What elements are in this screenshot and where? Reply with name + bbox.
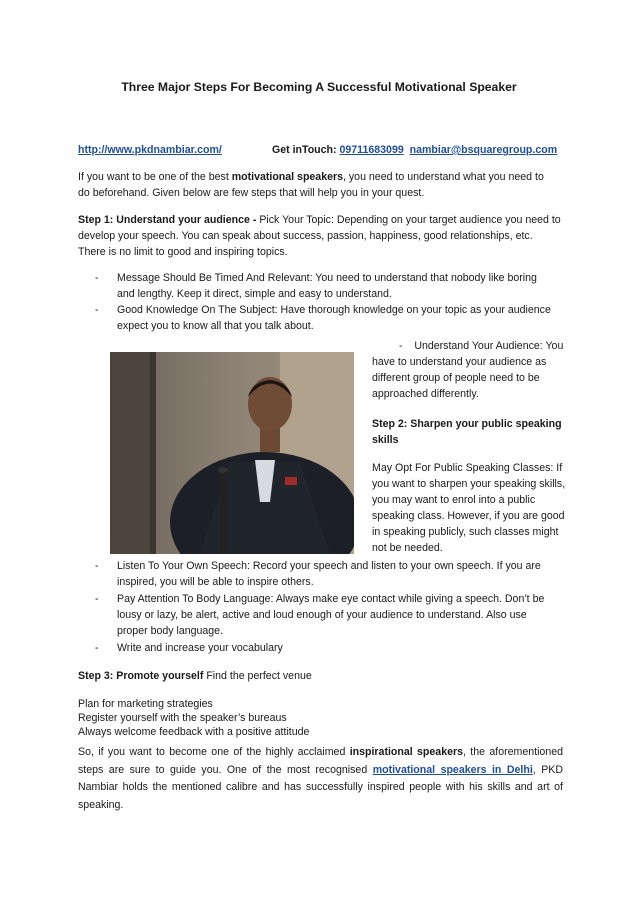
step2-text: not be needed. [372, 542, 443, 554]
closing-paragraph [78, 744, 563, 814]
step1-line-2: develop your speech. You can speak about success, passion, happiness, good relationships, etc. [78, 230, 533, 242]
step2-text: in speaking publicly, such classes might [372, 526, 559, 538]
phone-number[interactable]: 09711683099 [339, 144, 404, 156]
side-bullet-text: have to understand your audience as [372, 356, 547, 368]
step2-text: May Opt For Public Speaking Classes: If [372, 462, 563, 474]
intro-post: , you need to understand what you need to [343, 171, 544, 183]
list-item [95, 302, 567, 334]
page-title: Three Major Steps For Becoming A Successful Motivational Speaker [121, 80, 517, 94]
contact-info [272, 142, 557, 158]
step3-line [78, 668, 578, 684]
step3-heading: Step 3: Promote yourself [78, 670, 204, 682]
intro-bold: motivational speakers [231, 171, 343, 183]
step2-paragraph [372, 460, 597, 556]
bullet-dash: - [95, 304, 99, 316]
plan-line: Plan for marketing strategies [78, 698, 213, 710]
intro-pre: If you want to be one of the best [78, 171, 232, 183]
bullet-dash: - [95, 642, 99, 654]
list-item [95, 591, 567, 639]
step1-line-3: There is no limit to good and inspiring topics. [78, 246, 288, 258]
list-item [95, 640, 567, 656]
plan-line: Register yourself with the speaker’s bureaus [78, 712, 287, 724]
closing-text: So, if you want to become one of the highly acclaimed [78, 746, 350, 758]
closing-text: , PKD [532, 763, 564, 776]
step2-text: you may want to enrol into a public [372, 494, 536, 506]
step1-heading: Step 1: Understand your audience - [78, 214, 257, 226]
step2-text: speaking class. However, if you are good [372, 510, 565, 522]
closing-bold: inspirational speakers [349, 746, 463, 758]
intro-line-1 [78, 169, 578, 185]
intro-line-2: do beforehand. Given below are few steps that will help you in your quest. [78, 187, 425, 199]
side-bullet-text: Understand Your Audience: You [414, 340, 564, 352]
bullet-text: Message Should Be Timed And Relevant: You need to understand that nobody like boring [117, 272, 537, 284]
bullet-text: inspired, you will be able to inspire others. [117, 576, 314, 588]
step2-heading-line: skills [372, 434, 399, 446]
bullet-dash: - [95, 560, 99, 572]
plan-line: Always welcome feedback with a positive attitude [78, 726, 310, 738]
getintouch-label: Get inTouch: [272, 144, 337, 156]
list-item [95, 558, 567, 590]
bullet-text: expect you to know all that you talk about. [117, 320, 314, 332]
bullet-text: proper body language. [117, 625, 224, 637]
bullet-text: lousy or lazy, be alert, active and loud enough of your audience to understand. Also use [117, 609, 527, 621]
bullet-dash: - [95, 272, 99, 284]
step2-heading-line: Step 2: Sharpen your public speaking [372, 418, 562, 430]
step1-line-1 [78, 212, 588, 228]
bullet-text: Pay Attention To Body Language: Always make eye contact while giving a speech. Don’t be [117, 593, 545, 605]
step3-text: Find the perfect venue [203, 670, 312, 682]
side-bullet-text: different group of people need to be [372, 372, 540, 384]
email-address[interactable]: nambiar@bsquaregroup.com [409, 144, 558, 156]
website-link[interactable]: http://www.pkdnambiar.com/ [78, 144, 222, 156]
bullet-text: Good Knowledge On The Subject: Have thorough knowledge on your topic as your audience [117, 304, 551, 316]
bullet-dash: - [95, 593, 99, 605]
plan-list [78, 697, 578, 739]
side-bullet [372, 338, 592, 402]
closing-text: speaking. [78, 798, 124, 811]
step2-text: you want to sharpen your speaking skills, [372, 478, 566, 490]
speaker-photo [110, 352, 354, 554]
closing-text: steps are sure to guide you. One of the most recognised [78, 763, 373, 776]
bullet-text: Listen To Your Own Speech: Record your speech and listen to your own speech. If you are [117, 560, 541, 572]
closing-text: , the aforementioned [463, 746, 563, 758]
motivational-speakers-link[interactable]: motivational speakers in Delhi [372, 763, 533, 776]
list-item [95, 270, 567, 302]
step1-text-1: Pick Your Topic: Depending on your target audience you need to [256, 214, 561, 226]
step2-heading [372, 416, 592, 448]
closing-text: Nambiar holds the mentioned calibre and has successfully inspired people with his skills and art of [78, 781, 563, 793]
bullet-text: and lengthy. Keep it direct, simple and easy to understand. [117, 288, 392, 300]
bullet-dash: - [399, 340, 403, 352]
bullet-text: Write and increase your vocabulary [117, 642, 283, 654]
side-bullet-text: approached differently. [372, 388, 479, 400]
